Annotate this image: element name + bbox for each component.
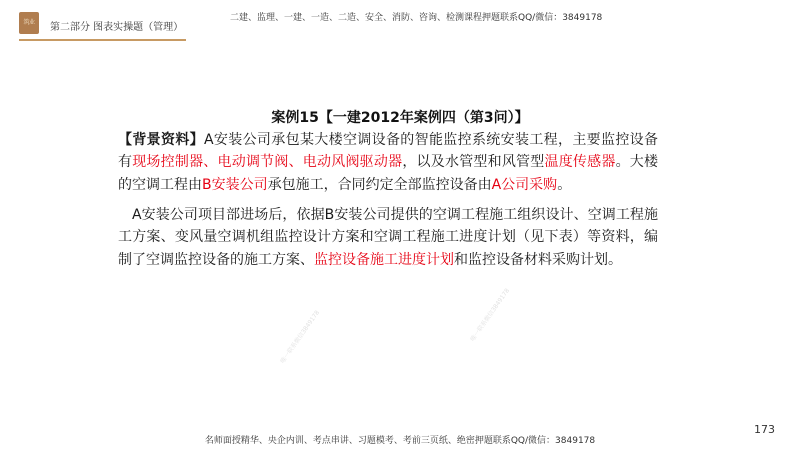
p1-highlight-sensors: 温度传感器 [544,154,616,171]
project-paragraph [118,204,658,271]
watermark: 唯一联系微信3849178 [279,309,322,365]
logo: 筑业 [19,12,39,34]
header-divider [19,39,186,41]
background-paragraph [118,129,658,196]
case-title: 案例15【一建2012年案例四（第3问）】 [271,110,529,126]
p1-text-2: ，以及水管型和风管型 [402,154,545,171]
p2-text-1: A安装公司项目部进场后，依据B安装公司提供的空调工程施工组织设计、空调工程施工方案、变风量空调机组监控设计方案和空调工程施工进度计划（见下表）等资料，编制了空调监控设备的施工方案、 [118,207,658,268]
p1-highlight-company-b: B安装公司 [202,176,268,193]
section-title: 第二部分 图表实操题（管理） [50,22,184,33]
page-number: 173 [754,423,775,436]
p2-highlight-schedule: 监控设备施工进度计划 [314,251,454,268]
top-contact-text: 二建、监理、一建、一造、二造、安全、消防、咨询、检测课程押题联系QQ/微信：3849178 [230,13,603,23]
p1-highlight-controllers: 现场控制器、电动调节阀、电动风阀驱动器 [132,154,403,171]
p1-text-5: 。 [557,176,572,193]
background-label: 【背景资料】 [118,132,205,148]
p1-text-3: 。大楼的空调工程由 [118,154,659,193]
bottom-contact-text: 名师面授精华、央企内训、考点串讲、习题模考、考前三页纸、绝密押题联系QQ/微信：3849178 [204,436,596,446]
p1-text-1: A安装公司承包某大楼空调设备的智能监控系统安装工程，主要监控设备有 [118,132,658,171]
p1-text-4: 承包施工，合同约定全部监控设备由 [267,176,492,193]
p2-text-2: 和监控设备材料采购计划。 [454,251,622,268]
watermark: 唯一联系微信3849178 [469,287,512,343]
header [0,0,800,44]
p1-highlight-procurement: A公司采购 [491,176,558,193]
